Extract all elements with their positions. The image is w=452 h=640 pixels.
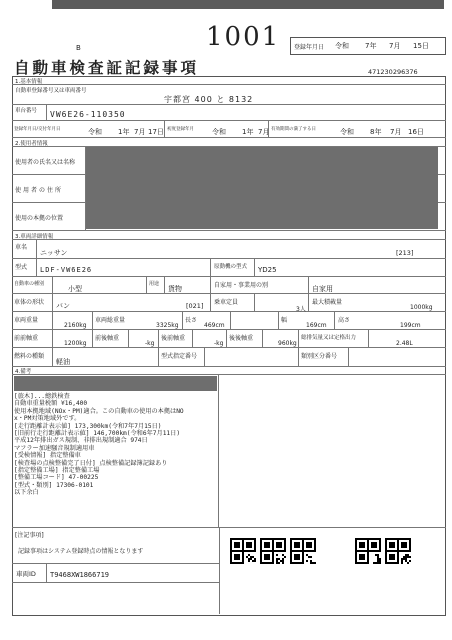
rule [210, 293, 211, 311]
rule [308, 293, 309, 311]
rule [12, 137, 446, 138]
width-value: 169cm [306, 322, 327, 329]
weight-value: 2160kg [64, 322, 87, 329]
qr-code-1 [230, 538, 256, 564]
handwritten-number: 1001 [206, 22, 281, 52]
first-year-label: 初度登録年月 [167, 127, 194, 132]
rule [92, 311, 93, 329]
expiry-year: 8年 [370, 128, 382, 136]
first-year-month: 7月 [258, 128, 270, 136]
vehicle-id-label: 車両ID [16, 570, 36, 578]
gross-weight-label: 車両総重量 [95, 317, 126, 324]
body-label: 車体の形状 [14, 299, 45, 306]
reg-number-label: 自動車登録番号又は車両番号 [15, 88, 87, 94]
expiry-month: 7月 [390, 128, 402, 136]
kind-label: 自動車の種別 [14, 281, 45, 287]
width-label: 幅 [281, 317, 288, 324]
engine-model: YD25 [258, 266, 277, 274]
rule [12, 120, 446, 121]
expiry-day: 16日 [408, 128, 424, 136]
rule [192, 329, 193, 347]
rule [146, 276, 147, 293]
fuel-type: 軽油 [56, 358, 70, 366]
rule [308, 276, 309, 293]
first-reg-era: 令和 [88, 128, 102, 136]
rule [12, 84, 446, 85]
rule [219, 527, 220, 614]
weight-label: 車両重量 [14, 317, 39, 324]
rule [52, 276, 53, 366]
rule [298, 347, 299, 366]
reg-date-day: 15日 [413, 42, 429, 50]
rule [278, 311, 279, 329]
qr-code-4 [355, 538, 381, 564]
reg-date-month: 7月 [389, 42, 401, 50]
rule [368, 329, 369, 347]
fuel-label: 燃料の種類 [14, 353, 45, 360]
redacted-memo-header [14, 376, 217, 391]
business-type: 自家用 [312, 285, 333, 293]
rule [164, 276, 165, 293]
qr-code-5 [385, 538, 411, 564]
rule [12, 366, 446, 367]
height-value: 199cm [400, 322, 421, 329]
business-label: 自家用・事業用の別 [214, 282, 269, 289]
rule [204, 347, 205, 366]
first-reg-year: 1年 [118, 128, 130, 136]
max-load-label: 最大積載量 [312, 299, 343, 306]
rule [254, 293, 255, 311]
front-front-axle-label: 前前軸重 [14, 335, 39, 342]
rule [12, 239, 446, 240]
expiry-label: 有効期間の満了する日 [271, 127, 316, 132]
max-load-value: 1000kg [410, 304, 433, 311]
rule [12, 563, 219, 564]
chassis-number: VW6E26-110350 [50, 110, 126, 119]
base-location-label: 使用の本拠の位置 [15, 215, 64, 222]
length-value: 469cm [204, 322, 225, 329]
registration-date-box [290, 37, 446, 55]
rule [298, 329, 299, 347]
rule [12, 527, 446, 528]
reg-date-label: 登録年月日 [294, 44, 325, 51]
rule [218, 374, 219, 527]
body-shape: バン [56, 302, 70, 310]
section-memo: 4.備考 [15, 369, 32, 375]
model-code: LDF-VW6E26 [40, 266, 93, 274]
rule [334, 311, 335, 329]
rule [210, 258, 211, 276]
rule [230, 311, 231, 329]
capacity-label: 乗車定員 [214, 299, 239, 306]
first-year-era: 令和 [212, 128, 226, 136]
first-reg-day: 17日 [148, 128, 164, 136]
qr-code-3 [290, 538, 316, 564]
section-vehicle-details: 3.車両詳細情報 [15, 234, 54, 240]
maker-label: 車名 [15, 244, 28, 251]
rear-front-axle-label: 後前軸重 [161, 335, 186, 342]
maker-name: ニッサン [40, 249, 68, 257]
displacement-value: 2.48L [396, 340, 413, 347]
note-label: [注記事項] [15, 532, 44, 539]
front-rear-axle-label: 前後軸重 [95, 335, 120, 342]
user-address-label: 使用者の住所 [15, 187, 64, 194]
rule [210, 276, 211, 293]
rear-front-axle-value: -kg [214, 340, 224, 347]
category-label: 類別区分番号 [301, 353, 338, 360]
reg-number: 宇都宮 400 と 8132 [164, 95, 254, 104]
rule [12, 347, 446, 348]
front-rear-axle-value: -kg [145, 340, 155, 347]
capacity-value: 3人 [296, 306, 306, 313]
chassis-label: 車台番号 [15, 108, 38, 114]
rule [128, 329, 129, 347]
top-dark-bar [52, 0, 444, 9]
document-number: 471230296376 [368, 68, 418, 76]
section-user-info: 2.使用者情報 [15, 141, 48, 147]
length-label: 長さ [185, 317, 198, 324]
rule [12, 582, 219, 583]
use-label: 用途 [149, 281, 160, 287]
b-mark: B [76, 44, 81, 52]
rule [12, 258, 446, 259]
rule [12, 311, 446, 312]
rule [182, 311, 183, 329]
rule [262, 329, 263, 347]
rule [92, 329, 93, 347]
model-label: 型式 [15, 264, 28, 271]
gross-weight-value: 3325kg [156, 322, 179, 329]
rule [36, 239, 37, 276]
front-front-axle-value: 1200kg [64, 340, 87, 347]
rear-rear-axle-value: 960kg [278, 340, 297, 347]
rear-rear-axle-label: 後後軸重 [229, 335, 254, 342]
maker-code: [213] [396, 249, 414, 257]
rule [164, 120, 165, 137]
engine-label: 原動機の型式 [214, 264, 248, 270]
rule [158, 329, 159, 347]
rule [12, 276, 446, 277]
section-basic-info: 1.基本情報 [15, 79, 43, 85]
rule [254, 258, 255, 276]
qr-code-2 [260, 538, 286, 564]
reg-date-year: 7年 [365, 42, 377, 50]
rule [46, 563, 47, 582]
rule [12, 230, 446, 231]
first-year-year: 1年 [242, 128, 254, 136]
rule [12, 329, 446, 330]
rule [348, 347, 349, 366]
user-name-label: 使用者の氏名又は名称 [15, 159, 76, 166]
height-label: 高さ [338, 317, 351, 324]
rule [226, 329, 227, 347]
first-reg-label: 登録年月日/交付年月日 [14, 127, 61, 132]
vehicle-id: T9468XW1866719 [50, 571, 110, 579]
note-text: 記録事項はシステム登録時点の情報となります [18, 548, 144, 555]
rule [158, 347, 159, 366]
vehicle-kind: 小型 [68, 285, 82, 293]
expiry-era: 令和 [340, 128, 354, 136]
document-title: 自動車検査証記録事項 [14, 58, 200, 77]
designation-label: 型式指定番号 [161, 353, 198, 360]
body-code: [021] [186, 302, 204, 310]
vehicle-use: 貨物 [168, 285, 182, 293]
displacement-label: 総排気量又は定格出力 [301, 335, 357, 341]
memo-text: [旅木]...總鉄検査 自動車重量税額 ¥16,400 使用本拠地域(NOx・PM)適合。この自動車の使用の本拠はNO x・PM対策地域外です。 [走行距離計表示値] 173,300km(令和7年7月15日) [旧前行走行距離計表示値] 146,700km(令和6年7月11日) 平成12年排出ガス規制、非排出規制適合 974日 マフラー加速騒音規制適用車 [受検情報] 指定整備車 [検査場の点検整備完了日付] 点検整備記録簿記録あり [指定整備工場] 指定整備工場 [整備工場コード] 47-00225 [型式・類別] 17306-0101 以下余白 [14, 393, 184, 497]
reg-date-era: 令和 [335, 42, 349, 50]
rule [12, 374, 446, 375]
first-reg-month: 7月 [134, 128, 146, 136]
rule [46, 104, 47, 120]
redacted-user-info [86, 147, 438, 229]
